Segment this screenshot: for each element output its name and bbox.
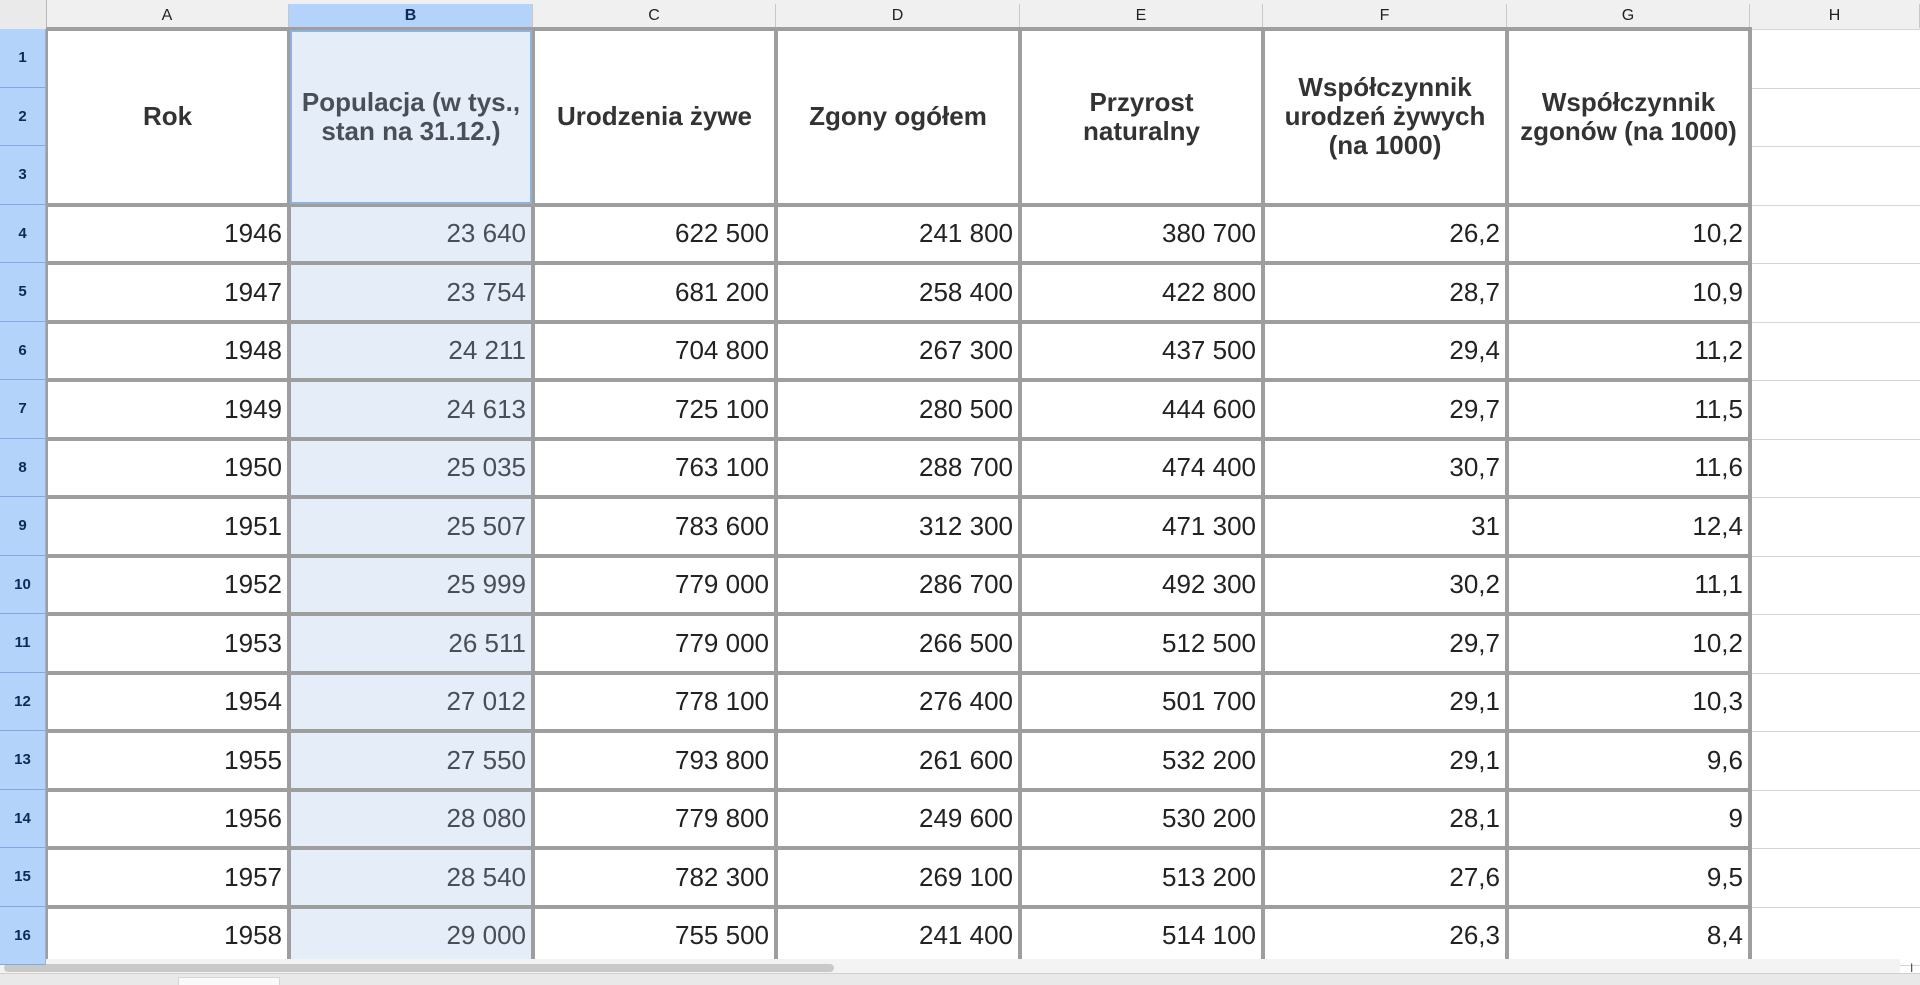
gridline <box>1750 731 1920 732</box>
cell-f14[interactable]: 28,1 <box>1449 803 1500 834</box>
cell-c9[interactable]: 783 600 <box>675 510 769 541</box>
cell-d12[interactable]: 276 400 <box>919 686 1013 717</box>
cell-a13[interactable]: 1955 <box>224 744 282 775</box>
header-text-line: Urodzenia żywe <box>556 101 753 132</box>
cell-e6[interactable]: 437 500 <box>1162 335 1256 366</box>
cell-d15[interactable]: 269 100 <box>919 861 1013 892</box>
cell-f12[interactable]: 29,1 <box>1449 686 1500 717</box>
cell-c8[interactable]: 763 100 <box>675 452 769 483</box>
header-text-line: Współczynnik <box>1298 72 1472 103</box>
cell-d5[interactable]: 258 400 <box>919 276 1013 307</box>
cell-b8[interactable]: 25 035 <box>289 439 533 498</box>
cell-b13[interactable]: 27 550 <box>289 731 533 790</box>
gridline <box>1750 497 1920 498</box>
header-cell-g[interactable] <box>1507 29 1750 205</box>
cell-d8[interactable]: 288 700 <box>919 452 1013 483</box>
header-text-line: Przyrost <box>1089 86 1194 117</box>
cell-e16[interactable]: 514 100 <box>1162 920 1256 951</box>
border-line <box>46 671 1752 675</box>
cell-c12[interactable]: 778 100 <box>675 686 769 717</box>
cell-b10[interactable]: 25 999 <box>289 556 533 615</box>
header-cell-c[interactable] <box>533 29 776 205</box>
cell-g12[interactable]: 10,3 <box>1692 686 1743 717</box>
row-header-14[interactable]: 14 <box>0 790 46 849</box>
cell-a9[interactable]: 1951 <box>224 510 282 541</box>
gridline <box>1750 556 1920 557</box>
cell-g6[interactable]: 11,2 <box>1694 335 1743 366</box>
cell-c4[interactable]: 622 500 <box>675 218 769 249</box>
cell-e11[interactable]: 512 500 <box>1162 627 1256 658</box>
column-header-a[interactable]: A <box>46 4 289 28</box>
cell-d11[interactable]: 266 500 <box>919 627 1013 658</box>
cell-a4[interactable]: 1946 <box>224 218 282 249</box>
gridline <box>1750 88 1920 89</box>
header-text-line: stan na 31.12.) <box>321 115 501 146</box>
border-line <box>46 437 1752 441</box>
cell-a12[interactable]: 1954 <box>224 686 282 717</box>
cell-d9[interactable]: 312 300 <box>919 510 1013 541</box>
horizontal-scrollbar-thumb[interactable] <box>4 964 834 972</box>
cell-f13[interactable]: 29,1 <box>1449 744 1500 775</box>
row-header-1[interactable]: 1 <box>0 29 46 88</box>
cell-d4[interactable]: 241 800 <box>919 218 1013 249</box>
header-cell-b[interactable] <box>289 29 533 205</box>
gridline <box>1750 907 1920 908</box>
gridline <box>1750 263 1920 264</box>
row-header-15[interactable]: 15 <box>0 848 46 907</box>
cell-b15[interactable]: 28 540 <box>289 848 533 907</box>
cell-f9[interactable]: 31 <box>1471 510 1500 541</box>
cell-e5[interactable]: 422 800 <box>1162 276 1256 307</box>
gridline <box>1750 614 1920 615</box>
row-header-13[interactable]: 13 <box>0 731 46 790</box>
sheet-tab-bar <box>0 973 1920 985</box>
cell-f4[interactable]: 26,2 <box>1449 218 1500 249</box>
cell-e4[interactable]: 380 700 <box>1162 218 1256 249</box>
cell-b9[interactable]: 25 507 <box>289 497 533 556</box>
header-text-line: naturalny <box>1082 115 1201 146</box>
cell-b12[interactable]: 27 012 <box>289 673 533 732</box>
column-header-e[interactable]: E <box>1020 4 1263 28</box>
cell-a11[interactable]: 1953 <box>224 627 282 658</box>
cell-g9[interactable]: 12,4 <box>1692 510 1743 541</box>
cell-g10[interactable]: 11,1 <box>1694 569 1743 600</box>
cell-d13[interactable]: 261 600 <box>919 744 1013 775</box>
cell-b14[interactable]: 28 080 <box>289 790 533 849</box>
cell-e12[interactable]: 501 700 <box>1162 686 1256 717</box>
cell-c16[interactable]: 755 500 <box>675 920 769 951</box>
border-line <box>46 554 1752 558</box>
gridline <box>1750 322 1920 323</box>
row-header-8[interactable]: 8 <box>0 439 46 498</box>
header-text-line: Rok <box>142 101 193 132</box>
column-header-c[interactable]: C <box>533 4 776 28</box>
header-cell-f[interactable] <box>1263 29 1507 205</box>
row-header-9[interactable]: 9 <box>0 497 46 556</box>
sheet-tab[interactable] <box>178 977 280 985</box>
cell-g8[interactable]: 11,6 <box>1694 452 1743 483</box>
cell-a8[interactable]: 1950 <box>224 452 282 483</box>
cell-f6[interactable]: 29,4 <box>1449 335 1500 366</box>
row-header-16[interactable]: 16 <box>0 907 46 966</box>
cell-d16[interactable]: 241 400 <box>919 920 1013 951</box>
column-header-f[interactable]: F <box>1263 4 1507 28</box>
gridline <box>1750 673 1920 674</box>
cell-a15[interactable]: 1957 <box>224 861 282 892</box>
row-header-5[interactable]: 5 <box>0 263 46 322</box>
column-header-b[interactable]: B <box>289 4 533 28</box>
cell-f8[interactable]: 30,7 <box>1449 452 1500 483</box>
cell-c14[interactable]: 779 800 <box>675 803 769 834</box>
row-header-12[interactable]: 12 <box>0 673 46 732</box>
cell-g15[interactable]: 9,5 <box>1706 861 1743 892</box>
header-text-line: Współczynnik <box>1541 86 1716 117</box>
row-header-3[interactable]: 3 <box>0 146 46 205</box>
cell-g4[interactable]: 10,2 <box>1692 218 1743 249</box>
cell-c6[interactable]: 704 800 <box>675 335 769 366</box>
cell-g16[interactable]: 8,4 <box>1706 920 1743 951</box>
cell-f11[interactable]: 29,7 <box>1449 627 1500 658</box>
border-line <box>46 203 1752 207</box>
gridline <box>1750 848 1920 849</box>
header-text-line: urodzeń żywych <box>1284 101 1486 132</box>
header-cell-a[interactable] <box>46 29 289 205</box>
gridline <box>1750 146 1920 147</box>
column-header-h[interactable]: H <box>1750 4 1920 28</box>
cell-d10[interactable]: 286 700 <box>919 569 1013 600</box>
cell-b7[interactable]: 24 613 <box>289 380 533 439</box>
border-line <box>46 905 1752 909</box>
cell-f10[interactable]: 30,2 <box>1449 569 1500 600</box>
cell-e10[interactable]: 492 300 <box>1162 569 1256 600</box>
cell-d14[interactable]: 249 600 <box>919 803 1013 834</box>
border-line <box>46 612 1752 616</box>
border-line <box>46 27 1752 31</box>
cell-c5[interactable]: 681 200 <box>675 276 769 307</box>
border-line <box>46 378 1752 382</box>
cell-b16[interactable]: 29 000 <box>289 907 533 966</box>
row-header-6[interactable]: 6 <box>0 322 46 381</box>
cell-f5[interactable]: 28,7 <box>1449 276 1500 307</box>
header-text-line: Zgony ogółem <box>809 101 987 132</box>
row-header-11[interactable]: 11 <box>0 614 46 673</box>
header-text-line: zgonów (na 1000) <box>1520 115 1737 146</box>
cell-c15[interactable]: 782 300 <box>675 861 769 892</box>
cell-g11[interactable]: 10,2 <box>1692 627 1743 658</box>
select-all-corner[interactable] <box>0 0 47 29</box>
cell-g7[interactable]: 11,5 <box>1694 393 1743 424</box>
column-header-g[interactable]: G <box>1507 4 1750 28</box>
cell-a10[interactable]: 1952 <box>224 569 282 600</box>
gridline <box>1750 439 1920 440</box>
cell-e8[interactable]: 474 400 <box>1162 452 1256 483</box>
scroll-indicator: I <box>1910 961 1914 975</box>
cell-f7[interactable]: 29,7 <box>1449 393 1500 424</box>
border-line <box>46 320 1752 324</box>
header-cell-e[interactable] <box>1020 29 1263 205</box>
cell-f16[interactable]: 26,3 <box>1449 920 1500 951</box>
gridline <box>1750 790 1920 791</box>
cell-c10[interactable]: 779 000 <box>675 569 769 600</box>
cell-g13[interactable]: 9,6 <box>1706 744 1743 775</box>
border-line <box>46 788 1752 792</box>
cell-g5[interactable]: 10,9 <box>1692 276 1743 307</box>
cell-a14[interactable]: 1956 <box>224 803 282 834</box>
gridline <box>1750 205 1920 206</box>
cell-d7[interactable]: 280 500 <box>919 393 1013 424</box>
border-line <box>46 495 1752 499</box>
cell-d6[interactable]: 267 300 <box>919 335 1013 366</box>
cell-b4[interactable]: 23 640 <box>289 205 533 264</box>
row-header-2[interactable]: 2 <box>0 88 46 147</box>
gridline <box>1750 29 1920 30</box>
cell-e15[interactable]: 513 200 <box>1162 861 1256 892</box>
cell-b11[interactable]: 26 511 <box>289 614 533 673</box>
row-header-4[interactable]: 4 <box>0 205 46 264</box>
border-line <box>46 261 1752 265</box>
border-line <box>46 729 1752 733</box>
cell-g14[interactable]: 9 <box>1728 803 1743 834</box>
cell-e13[interactable]: 532 200 <box>1162 744 1256 775</box>
cell-c7[interactable]: 725 100 <box>675 393 769 424</box>
column-header-bar <box>0 0 1920 30</box>
cell-e14[interactable]: 530 200 <box>1162 803 1256 834</box>
border-line <box>46 846 1752 850</box>
cell-e7[interactable]: 444 600 <box>1162 393 1256 424</box>
cell-f15[interactable]: 27,6 <box>1449 861 1500 892</box>
cell-c11[interactable]: 779 000 <box>675 627 769 658</box>
gridline <box>1750 380 1920 381</box>
header-text-line: (na 1000) <box>1328 130 1442 161</box>
column-header-d[interactable]: D <box>776 4 1020 28</box>
header-cell-d[interactable] <box>776 29 1020 205</box>
cell-a16[interactable]: 1958 <box>224 920 282 951</box>
cell-c13[interactable]: 793 800 <box>675 744 769 775</box>
row-header-7[interactable]: 7 <box>0 380 46 439</box>
cell-b5[interactable]: 23 754 <box>289 263 533 322</box>
cell-a5[interactable]: 1947 <box>224 276 282 307</box>
row-header-10[interactable]: 10 <box>0 556 46 615</box>
cell-a7[interactable]: 1949 <box>224 393 282 424</box>
cell-b6[interactable]: 24 211 <box>289 322 533 381</box>
header-text-line: Populacja (w tys., <box>301 86 521 117</box>
cell-e9[interactable]: 471 300 <box>1162 510 1256 541</box>
cell-a6[interactable]: 1948 <box>224 335 282 366</box>
